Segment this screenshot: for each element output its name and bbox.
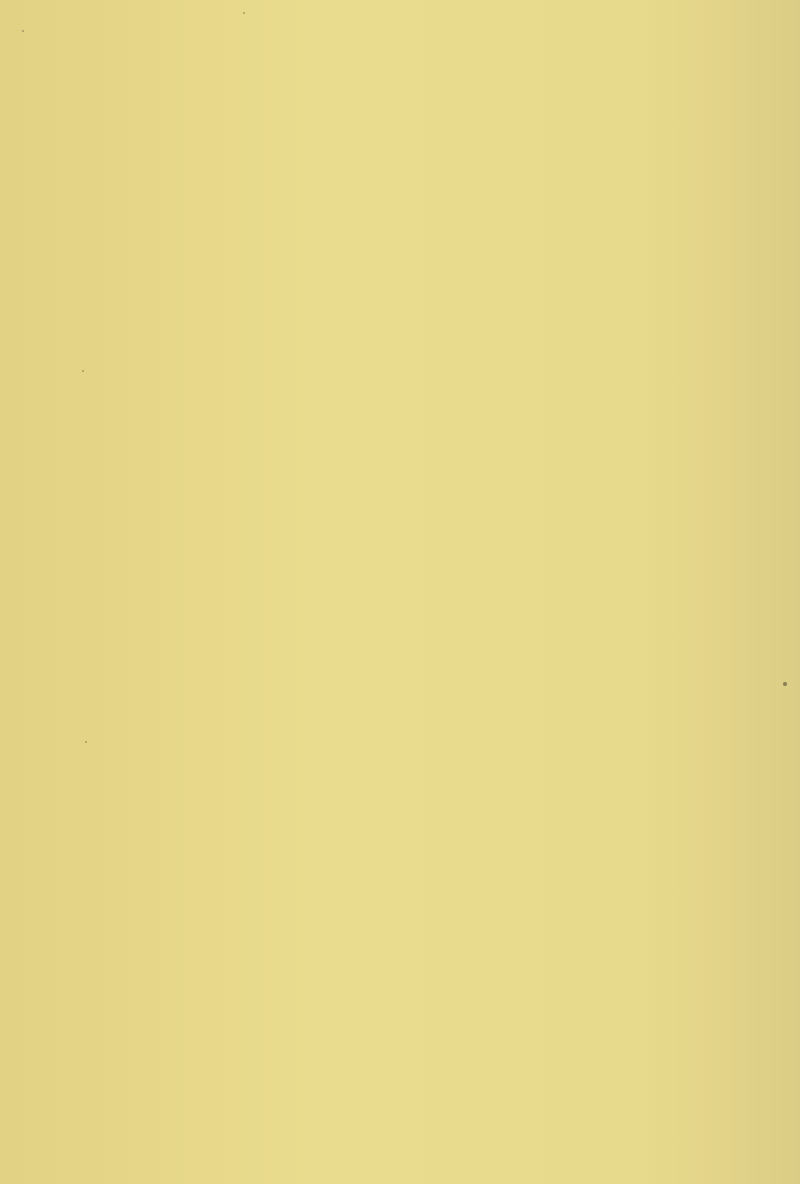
scan-speck: [82, 370, 84, 372]
differential-count-table: [72, 67, 744, 79]
body-text: [72, 66, 744, 79]
scan-speck: [243, 12, 245, 14]
scan-speck: [783, 682, 787, 686]
scan-speck: [22, 30, 24, 32]
intro-paragraphs: [72, 66, 744, 78]
plate-cultures-paragraph: [72, 67, 744, 79]
scan-speck: [85, 741, 87, 743]
